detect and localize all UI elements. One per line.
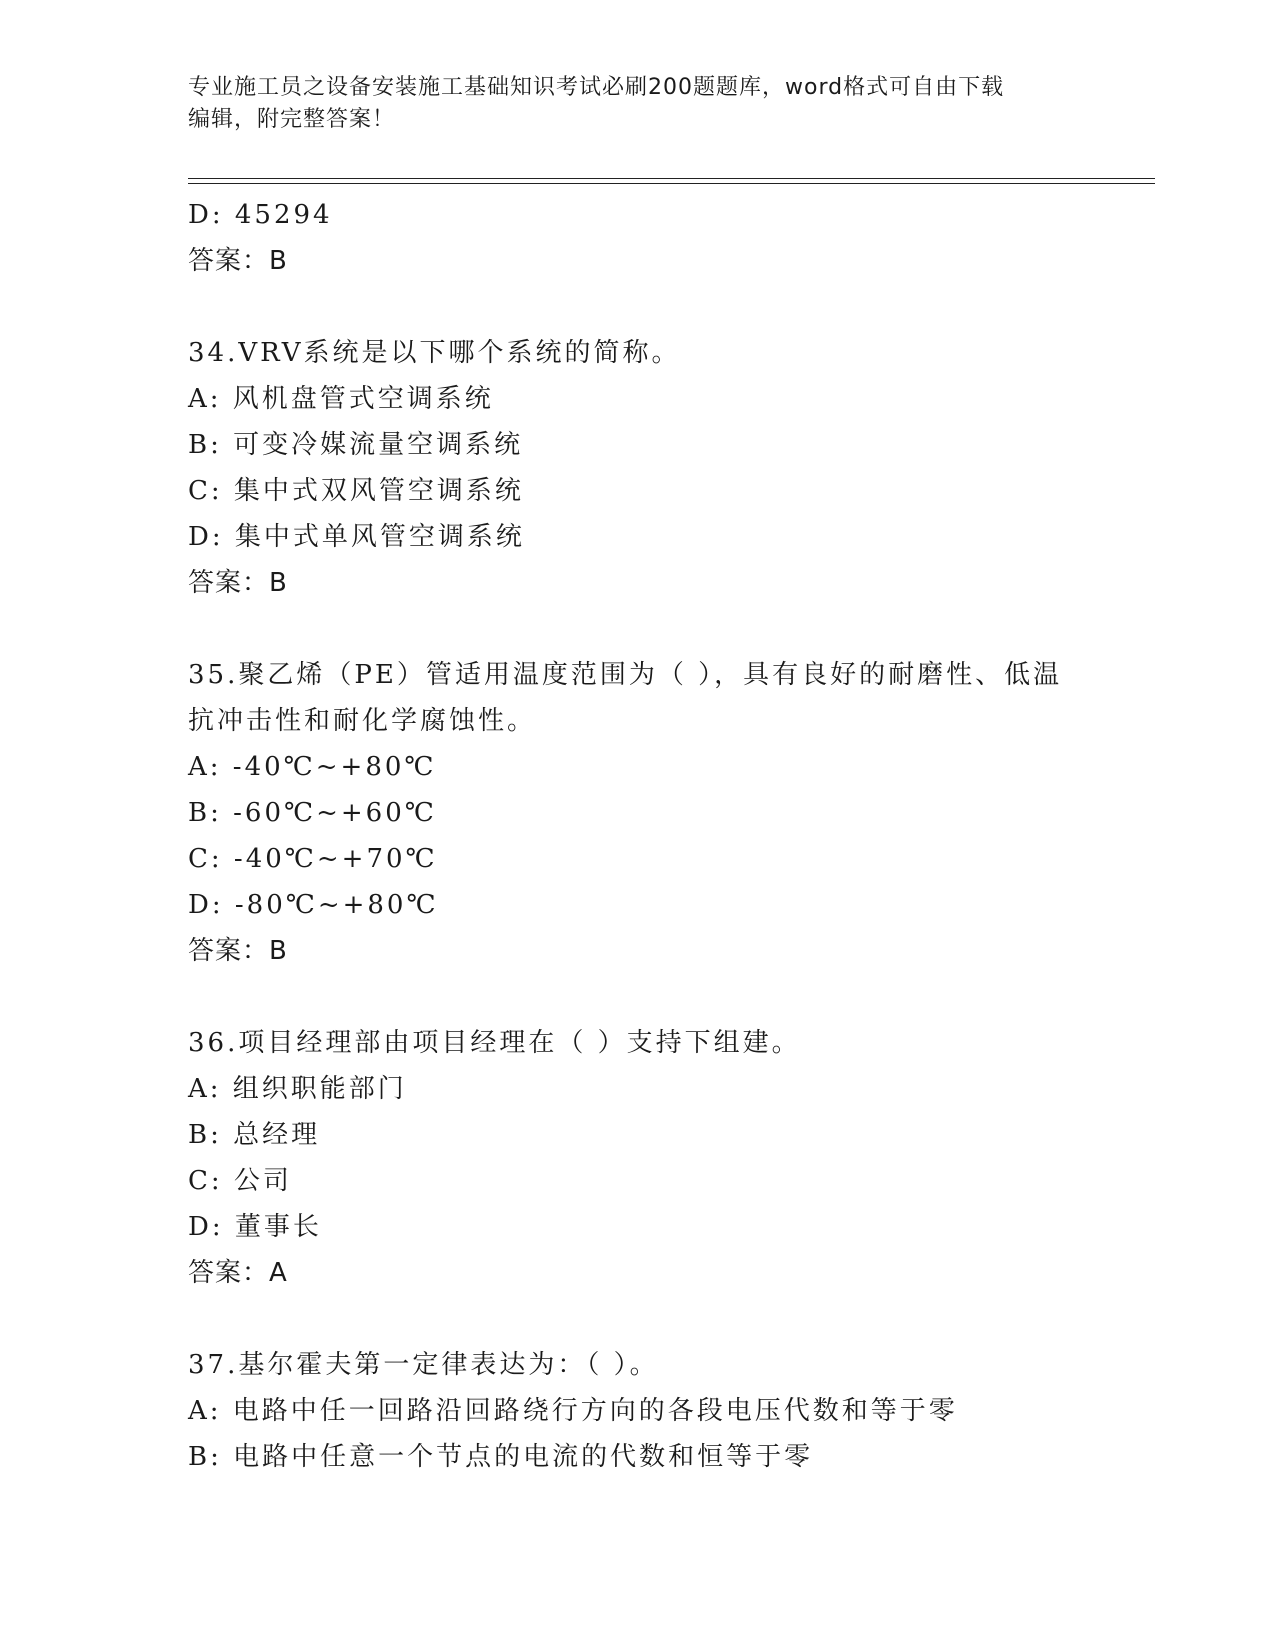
prev-answer: 答案：B [188, 246, 288, 276]
question-stem: 36.项目经理部由项目经理在（ ）支持下组建。 [188, 1028, 801, 1058]
question-stem-continued: 抗冲击性和耐化学腐蚀性。 [188, 706, 537, 736]
question-35 [188, 652, 1088, 974]
question-stem: 34.VRV系统是以下哪个系统的简称。 [188, 338, 681, 368]
option-a: A: 电路中任一回路沿回路绕行方向的各段电压代数和等于零 [188, 1396, 958, 1426]
answer: 答案：B [188, 936, 288, 966]
answer: 答案：A [188, 1258, 288, 1288]
option-b: B: -60℃~+60℃ [188, 798, 437, 828]
spacer [188, 606, 1088, 652]
spacer [188, 284, 1088, 330]
option-a: A: 风机盘管式空调系统 [188, 384, 494, 414]
option-d: D: -80℃~+80℃ [188, 890, 439, 920]
option-c: C: 公司 [188, 1166, 292, 1196]
option-a: A: 组织职能部门 [188, 1074, 407, 1104]
option-c: C: -40℃~+70℃ [188, 844, 438, 874]
header-line-1: 专业施工员之设备安装施工基础知识考试必刷200题题库，word格式可自由下载 [188, 75, 1005, 100]
header-divider-bottom [188, 183, 1155, 184]
spacer [188, 974, 1088, 1020]
question-stem: 37.基尔霍夫第一定律表达为：（ ）。 [188, 1350, 659, 1380]
answer: 答案：B [188, 568, 288, 598]
option-d: D: 董事长 [188, 1212, 322, 1242]
option-b: B: 电路中任意一个节点的电流的代数和恒等于零 [188, 1442, 814, 1472]
question-34 [188, 330, 1088, 606]
option-b: B: 总经理 [188, 1120, 321, 1150]
option-d: D: 集中式单风管空调系统 [188, 522, 525, 552]
question-content [188, 192, 1088, 1480]
header-line-2: 编辑，附完整答案！ [188, 107, 396, 132]
prev-option-d: D: 45294 [188, 200, 333, 230]
question-36 [188, 1020, 1088, 1296]
option-b: B: 可变冷媒流量空调系统 [188, 430, 524, 460]
header-divider-top [188, 178, 1155, 179]
question-37 [188, 1342, 1088, 1480]
spacer [188, 1296, 1088, 1342]
option-a: A: -40℃~+80℃ [188, 752, 437, 782]
option-c: C: 集中式双风管空调系统 [188, 476, 524, 506]
document-header [188, 72, 1088, 136]
question-stem: 35.聚乙烯（PE）管适用温度范围为（ ），具有良好的耐磨性、低温 [188, 660, 1063, 690]
